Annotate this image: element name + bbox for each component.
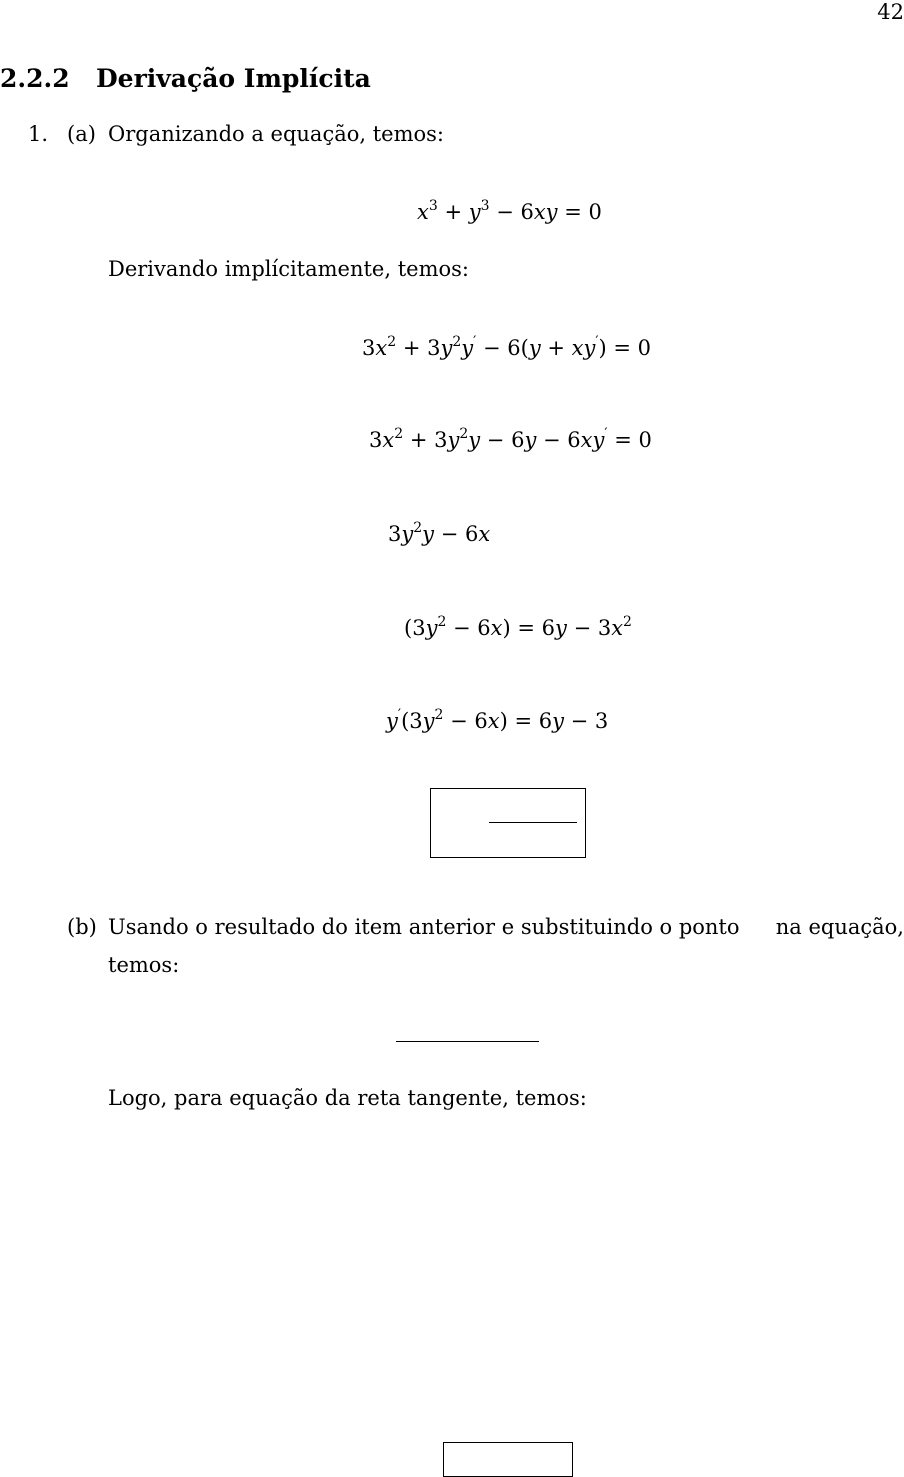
tangent-answer-box [443, 1442, 573, 1477]
part-b-text-end: na equação, [775, 915, 904, 939]
part-a-label: (a) [67, 122, 96, 146]
part-a-derivation-intro: Derivando implícitamente, temos: [108, 257, 469, 281]
part-a-intro: Organizando a equação, temos: [108, 122, 444, 146]
equation-derivative-3: $3y^2y - 6x$ [388, 520, 491, 546]
result-box [430, 788, 586, 858]
tangent-line-intro: Logo, para equação da reta tangente, temos: [108, 1086, 587, 1110]
equation-derivative-5: $y'(3y^2 - 6x) = 6y - 3$ [386, 707, 609, 733]
equation-derivative-2: $3x^2 + 3y^2y - 6y - 6xy' = 0$ [369, 426, 652, 452]
page-number: 42 [877, 0, 904, 24]
result-fraction-bar [489, 822, 577, 823]
section-title: Derivação Implícita [96, 64, 371, 93]
equation-derivative-1: $3x^2 + 3y^2y' - 6(y + xy') = 0$ [362, 334, 652, 360]
section-number: 2.2.2 [0, 64, 70, 93]
equation-derivative-4: $(3y^2 - 6x) = 6y - 3x^2$ [404, 614, 632, 640]
equation-organized: $x^3 + y^3 - 6xy = 0$ [417, 198, 602, 224]
part-b-text-line2: temos: [108, 953, 180, 977]
slope-fraction-bar [396, 1041, 539, 1042]
part-b-label: (b) [67, 915, 97, 939]
item-number: 1. [28, 122, 49, 146]
part-b-text-start: Usando o resultado do item anterior e substituindo o ponto [108, 915, 740, 939]
